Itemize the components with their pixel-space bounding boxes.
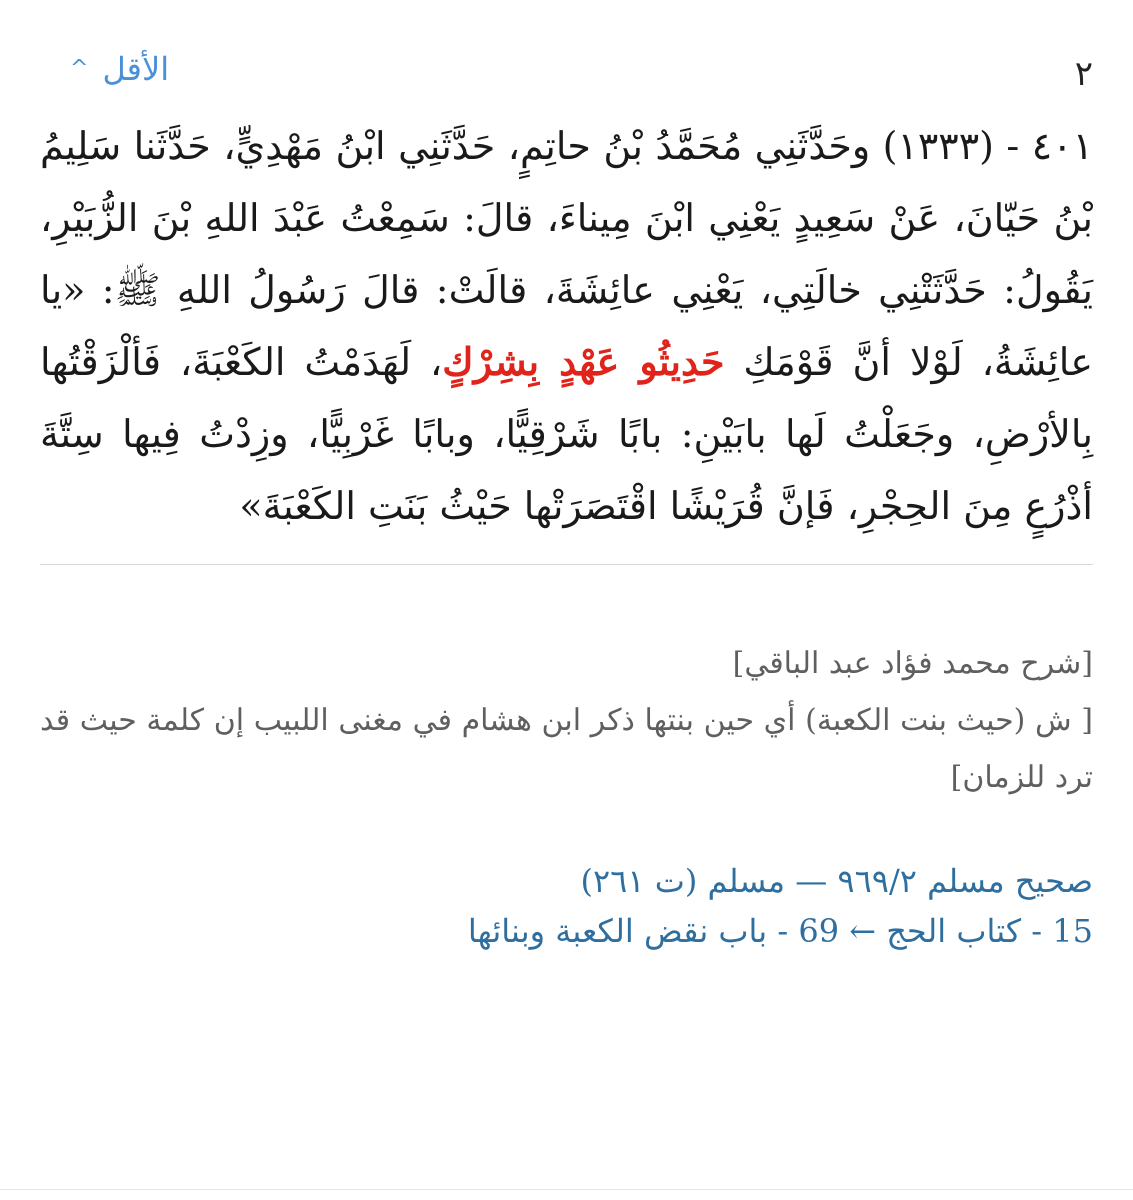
references — [40, 856, 1093, 956]
chapter-reference-link[interactable]: 15 - كتاب الحج ← 69 - باب نقض الكعبة وبنائها — [467, 912, 1093, 950]
hadith-text-part-2: ، لَهَدَمْتُ الكَعْبَةَ، فَألْزَقْتُها بِالأرْضِ، وجَعَلْتُ لَها بابَيْنِ: بابًا شَرْقِيًّا، وبابًا غَرْبِيًّا، وزِدْتُ فِيها سِتَّةَ أذْرُعٍ مِنَ الحِجْرِ، فَإنَّ قُرَيْشًا اقْتَصَرَتْها حَيْثُ بَنَتِ الكَعْبَةَ» — [40, 340, 1093, 528]
top-bar — [40, 40, 1093, 110]
page-number: ٢ — [1074, 54, 1093, 94]
chevron-up-icon: ^ — [70, 56, 89, 81]
commentary-text: [ ش (حيث بنت الكعبة) أي حين بنتها ذكر ابن هشام في مغنى اللبيب إن كلمة حيث قد ترد للزمان] — [40, 703, 1094, 795]
source-reference-link[interactable]: صحيح مسلم ٩٦٩/٢ — مسلم (ت ٢٦١) — [580, 862, 1093, 900]
hadith-page — [40, 40, 1093, 956]
show-less-button[interactable] — [70, 50, 169, 88]
bottom-divider — [0, 1189, 1133, 1190]
section-divider — [40, 564, 1093, 565]
commentary-title: [شرح محمد فؤاد عبد الباقي] — [732, 646, 1093, 681]
hadith-highlight: حَدِيثُو عَهْدٍ بِشِرْكٍ — [442, 339, 725, 384]
hadith-text-part-1: ٤٠١ - (١٣٣٣) وحَدَّثَنِي مُحَمَّدُ بْنُ حاتِمٍ، حَدَّثَنِي ابْنُ مَهْدِيٍّ، حَدَّثَنا سَلِيمُ بْنُ حَيّانَ، عَنْ سَعِيدٍ يَعْنِي ابْنَ مِيناءَ، قالَ: سَمِعْتُ عَبْدَ اللهِ بْنَ الزُّبَيْرِ، يَقُولُ: حَدَّثَتْنِي خالَتِي، يَعْنِي عائِشَةَ، قالَتْ: قالَ رَسُولُ اللهِ ﷺ: «يا عائِشَةُ، لَوْلا أنَّ قَوْمَكِ — [40, 124, 1094, 384]
show-less-label: الأقل — [102, 50, 170, 88]
commentary — [40, 635, 1093, 806]
hadith-text — [40, 110, 1093, 542]
